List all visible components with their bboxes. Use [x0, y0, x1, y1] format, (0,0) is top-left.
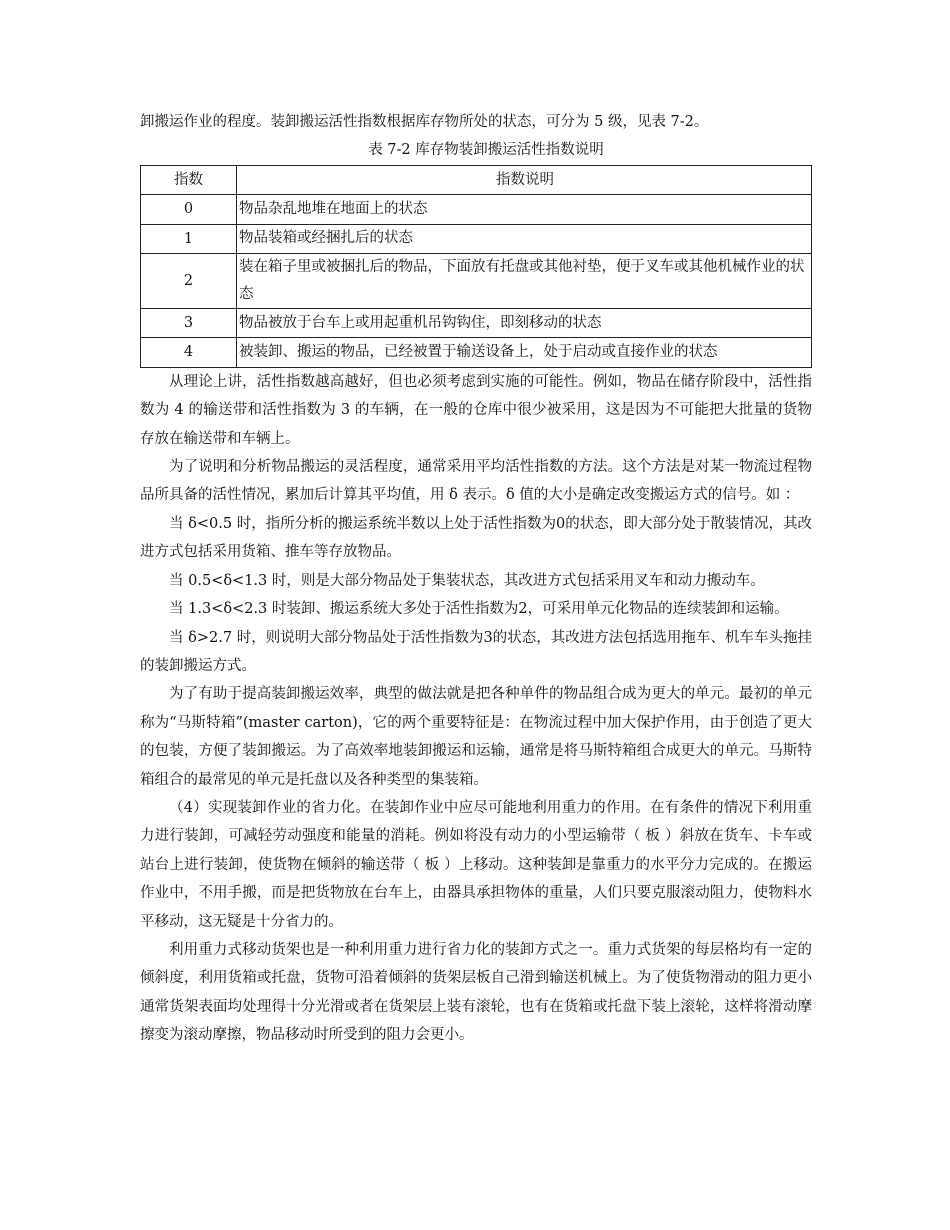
document-page [140, 108, 812, 1050]
table-row [141, 195, 812, 224]
row-description: 物品装箱或经捆扎后的状态 [237, 224, 812, 253]
paragraph-delta-case-4: 当 δ>2.7 时，则说明大部分物品处于活性指数为3的状态，其改进方法包括选用拖车、机车车头拖挂的装卸搬运方式。 [140, 629, 812, 674]
table-caption: 表 7-2 库存物装卸搬运活性指数说明 [368, 142, 604, 159]
paragraph-theory: 从理论上讲，活性指数越高越好，但也必须考虑到实施的可能性。例如，物品在储存阶段中，活性指数为 4 的输送带和活性指数为 3 的车辆，在一般的仓库中很少被采用，这是因为不可能把大批量的货物存放在输送带和车辆上。 [140, 373, 812, 447]
activity-index-table [140, 165, 812, 368]
paragraph-delta-case-1: 当 δ<0.5 时，指所分析的搬运系统半数以上处于活性指数为0的状态，即大部分处于散装情况，其改进方式包括采用货箱、推车等存放物品。 [140, 515, 812, 561]
table-row [141, 309, 812, 338]
table-header-row [141, 165, 812, 194]
row-index: 1 [141, 224, 237, 253]
paragraph-delta-case-3: 当 1.3<δ<2.3 时装卸、搬运系统大多处于活性指数为2，可采用单元化物品的连续装卸和运输。 [169, 601, 789, 618]
paragraph-average-index: 为了说明和分析物品搬运的灵活程度，通常采用平均活性指数的方法。这个方法是对某一物流过程物品所具备的活性情况，累加后计算其平均值，用 δ 表示。δ 值的大小是确定改变搬运方式的信号。如 ： [140, 459, 812, 504]
row-index: 3 [141, 309, 237, 338]
table-row [141, 224, 812, 253]
row-index: 4 [141, 338, 237, 367]
row-description: 装在箱子里或被捆扎后的物品，下面放有托盘或其他衬垫，便于叉车或其他机械作业的状态 [237, 254, 812, 309]
row-index: 2 [141, 254, 237, 309]
header-description: 指数说明 [237, 165, 812, 194]
intro-line: 卸搬运作业的程度。装卸搬运活性指数根据库存物所处的状态，可分为 5 级，见表 7-2。 [140, 114, 709, 130]
header-index: 指数 [141, 165, 237, 194]
row-description: 物品被放于台车上或用起重机吊钩钩住，即刻移动的状态 [237, 309, 812, 338]
table-row [141, 338, 812, 367]
table-row [141, 254, 812, 309]
paragraph-labor-saving: （4）实现装卸作业的省力化。在装卸作业中应尽可能地利用重力的作用。在有条件的情况下利用重力进行装卸，可减轻劳动强度和能量的消耗。例如将没有动力的小型运输带（ 板 ）斜放在货车、卡车或站台上进行装卸，使货物在倾斜的输送带（ 板 ）上移动。这种装卸是靠重力的水平分力完成的。在搬运作业中，不用手搬，而是把货物放在台车上，由器具承担物体的重量，人们只要克服滚动阻力，使物料水平移动，这无疑是十分省力的。 [140, 799, 812, 930]
row-index: 0 [141, 195, 237, 224]
paragraph-master-carton: 为了有助于提高装卸搬运效率，典型的做法就是把各种单件的物品组合成为更大的单元。最初的单元称为“马斯特箱”(master carton)，它的两个重要特征是：在物流过程中加大保护作用，由于创造了更大的包装，方便了装卸搬运。为了高效率地装卸搬运和运输，通常是将马斯特箱组合成更大的单元。马斯特箱组合的最常见的单元是托盘以及各种类型的集装箱。 [140, 686, 812, 788]
paragraph-gravity-rack: 利用重力式移动货架也是一种利用重力进行省力化的装卸方式之一。重力式货架的每层格均有一定的倾斜度，利用货箱或托盘，货物可沿着倾斜的货架层板自己滑到输送机械上。为了使货物滑动的阻力更小通常货架表面均处理得十分光滑或者在货架层上装有滚轮，也有在货箱或托盘下装上滚轮，这样将滑动摩擦变为滚动摩擦，物品移动时所受到的阻力会更小。 [140, 941, 812, 1044]
row-description: 被装卸、搬运的物品，已经被置于输送设备上，处于启动或直接作业的状态 [237, 338, 812, 367]
paragraph-delta-case-2: 当 0.5<δ<1.3 时，则是大部分物品处于集装状态，其改进方式包括采用叉车和动力搬动车。 [169, 572, 765, 589]
row-description: 物品杂乱地堆在地面上的状态 [237, 195, 812, 224]
